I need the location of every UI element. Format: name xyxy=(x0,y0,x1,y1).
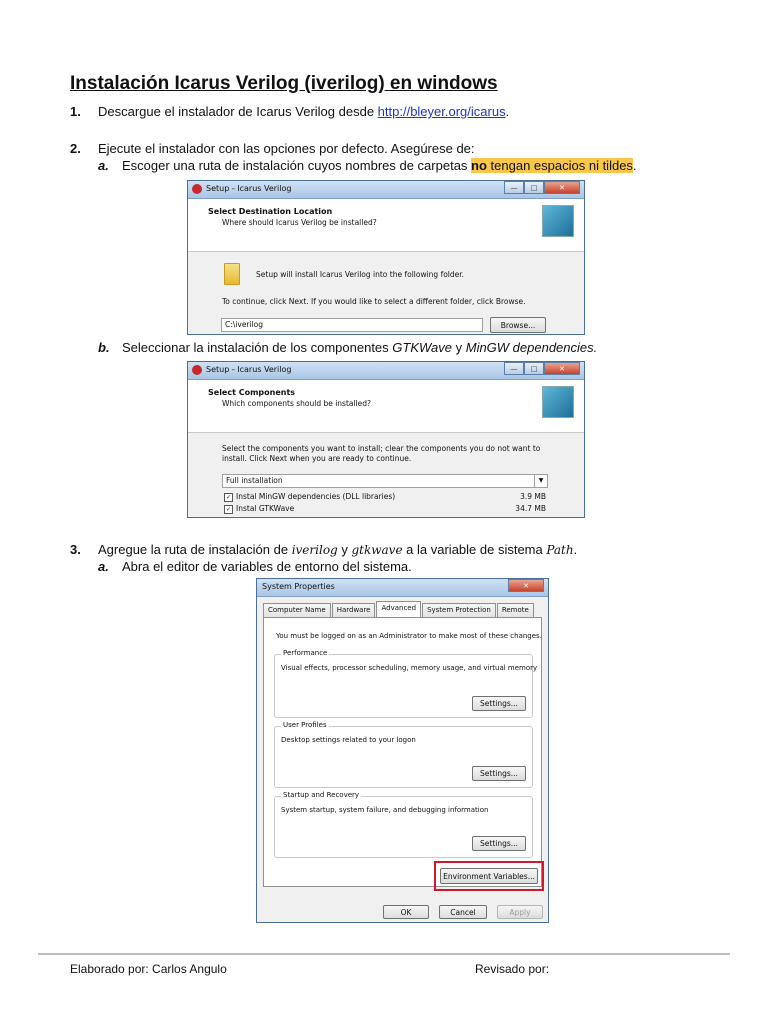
maximize-icon[interactable]: □ xyxy=(524,181,544,194)
close-icon[interactable]: ✕ xyxy=(544,181,580,194)
profiles-label: User Profiles xyxy=(283,721,327,729)
minimize-icon[interactable]: — xyxy=(504,181,524,194)
setup-components-dialog xyxy=(187,361,585,518)
dialog2-subheading: Which components should be installed? xyxy=(222,399,372,408)
profiles-text: Desktop settings related to your logon xyxy=(281,736,416,744)
dialog1-title: Setup - Icarus Verilog xyxy=(206,184,292,193)
dialog2-header xyxy=(188,380,584,433)
step-3 xyxy=(70,542,577,558)
step-2a-text: Escoger una ruta de instalación cuyos nombres de carpetas xyxy=(122,158,472,173)
step-1-end: . xyxy=(505,104,510,119)
apply-button[interactable]: Apply xyxy=(497,905,543,919)
install-wizard-icon xyxy=(542,205,574,237)
startup-text: System startup, system failure, and debugging information xyxy=(281,806,489,814)
chevron-down-icon[interactable]: ▼ xyxy=(534,475,547,487)
step-2b-label: b. xyxy=(98,340,110,355)
performance-settings-button[interactable]: Settings... xyxy=(472,696,526,711)
install-type-value: Full installation xyxy=(226,476,283,485)
dialog3-title: System Properties xyxy=(262,582,335,591)
user-profiles-group xyxy=(274,721,533,788)
dialog1-titlebar xyxy=(188,181,584,199)
step-2-text: Ejecute el instalador con las opciones por defecto. Asegúrese de: xyxy=(98,141,475,156)
component-name: Instal MinGW dependencies (DLL libraries) xyxy=(236,492,396,501)
tab-advanced[interactable]: Advanced xyxy=(376,601,421,618)
dialog2-heading: Select Components xyxy=(208,388,296,397)
close-icon[interactable]: ✕ xyxy=(508,579,544,592)
step-2b xyxy=(98,340,597,356)
browse-button[interactable]: Browse... xyxy=(490,317,546,333)
step-3-end: . xyxy=(573,542,578,557)
dialog1-heading: Select Destination Location xyxy=(208,207,333,216)
step-2a-end: . xyxy=(632,158,637,173)
close-icon[interactable]: ✕ xyxy=(544,362,580,375)
step-2b-text2: y xyxy=(452,340,466,355)
startup-label: Startup and Recovery xyxy=(283,791,360,799)
component-size: 3.9 MB xyxy=(520,492,546,501)
icarus-download-link[interactable]: http://bleyer.org/icarus xyxy=(377,104,506,119)
step-1 xyxy=(70,104,509,120)
performance-label: Performance xyxy=(283,649,328,657)
step-2b-text1: Seleccionar la instalación de los componentes xyxy=(122,340,393,355)
dialog2-titlebar xyxy=(188,362,584,380)
setup-app-icon xyxy=(192,365,202,375)
environment-variables-button[interactable]: Environment Variables... xyxy=(440,868,538,884)
dialog3-titlebar xyxy=(257,579,548,597)
install-type-select[interactable] xyxy=(222,474,548,488)
checkbox-checked-icon[interactable]: ✓ xyxy=(225,505,232,513)
step-2b-mingw: MinGW dependencies. xyxy=(465,340,598,355)
component-row[interactable] xyxy=(224,492,546,502)
checkbox-checked-icon[interactable]: ✓ xyxy=(225,493,232,501)
step-3a xyxy=(98,559,412,575)
dialog1-instruction: To continue, click Next. If you would like to select a different folder, click Browse. xyxy=(222,297,526,306)
step-3a-text: Abra el editor de variables de entorno del sistema. xyxy=(122,559,412,574)
performance-group xyxy=(274,649,538,718)
install-wizard-icon xyxy=(542,386,574,418)
startup-recovery-group xyxy=(274,791,533,858)
page-title: Instalación Icarus Verilog (iverilog) en windows xyxy=(70,73,498,94)
dialog1-header xyxy=(188,199,584,252)
dialog2-instruction-line2: install. Click Next when you are ready to continue. xyxy=(222,454,412,463)
component-name: Instal GTKWave xyxy=(236,504,295,513)
properties-tabs xyxy=(263,603,535,618)
dialog2-instruction-line1: Select the components you want to install; clear the components you do not want to xyxy=(222,444,541,453)
step-1-text: Descargue el instalador de Icarus Verilog desde xyxy=(98,104,378,119)
step-3-iverilog: iverilog xyxy=(291,543,338,557)
advanced-panel xyxy=(263,617,542,887)
profiles-settings-button[interactable]: Settings... xyxy=(472,766,526,781)
step-1-number: 1. xyxy=(70,104,81,119)
destination-path-input[interactable]: C:\iverilog xyxy=(221,318,483,332)
tab-computer-name[interactable]: Computer Name xyxy=(263,603,331,618)
dialog1-window-controls xyxy=(504,181,580,195)
maximize-icon[interactable]: □ xyxy=(524,362,544,375)
dialog1-subheading: Where should Icarus Verilog be installed? xyxy=(222,218,377,227)
step-3-text2: y xyxy=(337,542,352,557)
step-2a xyxy=(98,158,637,174)
cancel-button[interactable]: Cancel xyxy=(439,905,487,919)
dialog3-window-controls xyxy=(508,579,544,593)
step-3-number: 3. xyxy=(70,542,81,557)
footer-author: Elaborado por: Carlos Angulo xyxy=(70,962,227,976)
step-2a-no: no xyxy=(471,158,487,173)
dialog2-window-controls xyxy=(504,362,580,376)
component-size: 34.7 MB xyxy=(515,504,546,513)
footer-divider xyxy=(38,953,730,955)
step-2a-label: a. xyxy=(98,158,109,173)
minimize-icon[interactable]: — xyxy=(504,362,524,375)
step-2b-gtkwave: GTKWave xyxy=(392,340,452,355)
step-2a-highlight: tengan espacios ni tildes xyxy=(486,158,633,173)
system-properties-dialog xyxy=(256,578,549,923)
setup-destination-dialog xyxy=(187,180,585,335)
step-2 xyxy=(70,141,475,157)
step-3-text1: Agregue la ruta de instalación de xyxy=(98,542,292,557)
dialog2-title: Setup - Icarus Verilog xyxy=(206,365,292,374)
step-3-text3: a la variable de sistema xyxy=(402,542,547,557)
tab-remote[interactable]: Remote xyxy=(497,603,534,618)
admin-note: You must be logged on as an Administrator to make most of these changes. xyxy=(276,632,542,640)
step-2-number: 2. xyxy=(70,141,81,156)
folder-icon xyxy=(224,263,240,285)
performance-text: Visual effects, processor scheduling, memory usage, and virtual memory xyxy=(281,664,538,672)
startup-settings-button[interactable]: Settings... xyxy=(472,836,526,851)
footer-reviewer: Revisado por: xyxy=(475,962,550,976)
step-3-path: Path xyxy=(546,543,574,557)
component-row[interactable] xyxy=(224,504,546,514)
dialog1-info: Setup will install Icarus Verilog into the following folder. xyxy=(256,270,465,279)
tab-system-protection[interactable]: System Protection xyxy=(422,603,496,618)
step-3a-label: a. xyxy=(98,559,109,574)
step-3-gtkwave: gtkwave xyxy=(351,543,403,557)
ok-button[interactable]: OK xyxy=(383,905,429,919)
setup-app-icon xyxy=(192,184,202,194)
env-variables-highlight xyxy=(434,861,544,891)
tab-hardware[interactable]: Hardware xyxy=(332,603,376,618)
